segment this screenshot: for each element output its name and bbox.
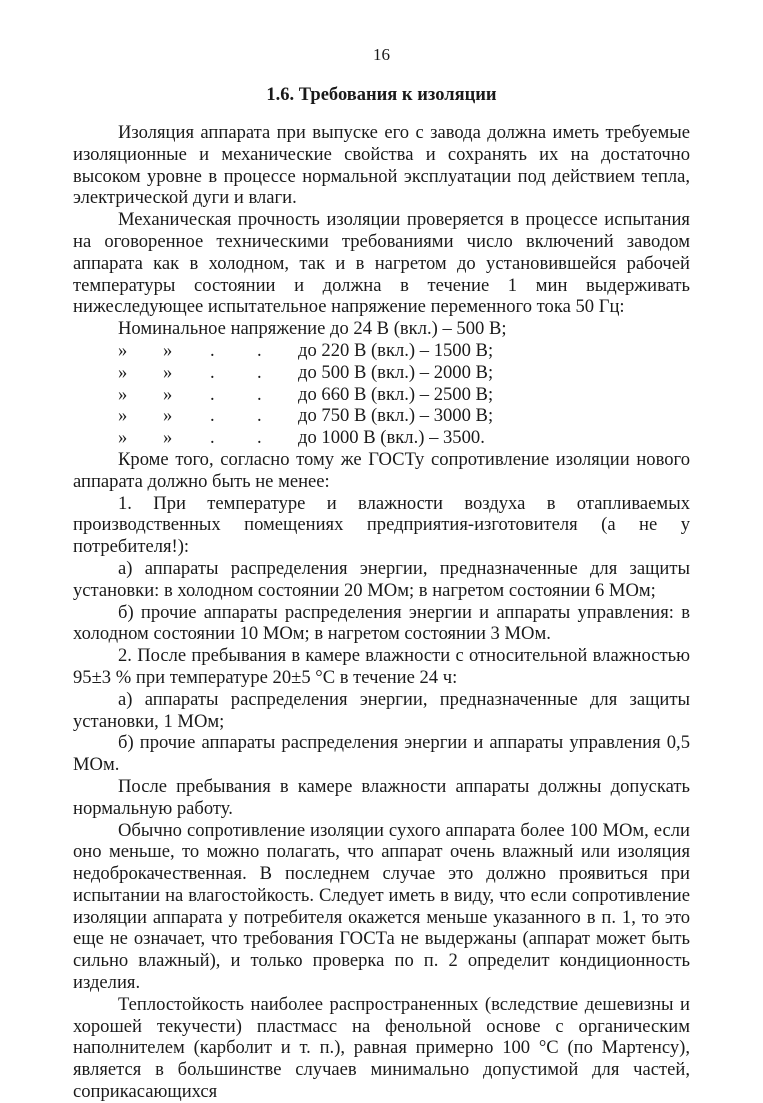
ditto-dot: . — [257, 405, 262, 427]
voltage-value: до 1000 В (вкл.) – 3500. — [298, 427, 485, 449]
ditto-mark: » — [163, 383, 173, 405]
paragraph-dry-resistance: Обычно сопротивление изоляции сухого аппарата более 100 МОм, если оно меньше, то можно полагать, что аппарат очень влажный или изоляция недоброкачественная. В последнем случае это должно проявиться при испытании на влагостойкость. Следует иметь в виду, что если сопротивление изоляции аппарата у потребителя окажется меньше указанного в п. 1, то это еще не означает, что требования ГОСТа не выдержаны (аппарат может быть сильно влажный), и только проверка по п. 2 определит кондиционность изделия. — [73, 819, 690, 994]
document-body — [73, 122, 690, 1103]
ditto-dot: . — [257, 383, 262, 405]
ditto-mark: » — [118, 339, 128, 361]
voltage-list-item — [73, 384, 690, 406]
ditto-mark: » — [163, 361, 173, 383]
voltage-value: до 500 В (вкл.) – 2000 В; — [298, 361, 494, 383]
ditto-mark: » — [118, 361, 128, 383]
ditto-dot: . — [210, 427, 215, 449]
ditto-dot: . — [210, 339, 215, 361]
paragraph-humidity-normal-work: После пребывания в камере влажности аппараты должны допускать нормальную работу. — [73, 775, 690, 819]
paragraph-gost-resistance: Кроме того, согласно тому же ГОСТу сопротивление изоляции нового аппарата должно быть не менее: — [73, 448, 690, 492]
paragraph-condition-2b: б) прочие аппараты распределения энергии и аппараты управления 0,5 МОм. — [73, 732, 690, 776]
paragraph-condition-2: 2. После пребывания в камере влажности с относительной влажностью 95±3 % при температуре 20±5 °С в течение 24 ч: — [73, 645, 690, 688]
ditto-dot: . — [210, 383, 215, 405]
ditto-mark: » — [163, 427, 173, 449]
voltage-value: до 750 В (вкл.) – 3000 В; — [298, 405, 494, 427]
paragraph-condition-1: 1. При температуре и влажности воздуха в отапливаемых производственных помещениях предприятия-изготовителя (а не у потребителя!): — [73, 492, 690, 558]
paragraph-heat-resistance: Теплостойкость наиболее распространенных (вследствие дешевизны и хорошей текучести) пластмасс на фенольной основе с органическим наполнителем (карболит и т. п.), равная примерно 100 °С (по Мартенсу), является в большинстве случаев минимально допустимой для частей, соприкасающихся — [73, 993, 690, 1103]
ditto-dot: . — [257, 427, 262, 449]
ditto-dot: . — [257, 361, 262, 383]
voltage-list-item — [73, 362, 690, 384]
paragraph-insulation-intro: Изоляция аппарата при выпуске его с завода должна иметь требуемые изоляционные и механические свойства и сохранять их на достаточно высоком уровне в процессе нормальной эксплуатации под действием тепла, электрической дуги и влаги. — [73, 122, 690, 209]
ditto-mark: » — [163, 339, 173, 361]
voltage-value: до 660 В (вкл.) – 2500 В; — [298, 383, 494, 405]
ditto-mark: » — [163, 405, 173, 427]
voltage-value: до 220 В (вкл.) – 1500 В; — [298, 339, 494, 361]
paragraph-condition-2a: а) аппараты распределения энергии, предназначенные для защиты установки, 1 МОм; — [73, 688, 690, 732]
ditto-mark: » — [118, 383, 128, 405]
ditto-dot: . — [257, 339, 262, 361]
paragraph-condition-1a: а) аппараты распределения энергии, предназначенные для защиты установки: в холодном состоянии 20 МОм; в нагретом состоянии 6 МОм; — [73, 557, 690, 601]
voltage-list-item — [73, 427, 690, 449]
section-heading: 1.6. Требования к изоляции — [266, 85, 497, 105]
ditto-mark: » — [118, 427, 128, 449]
voltage-list-item — [73, 340, 690, 362]
ditto-mark: » — [118, 405, 128, 427]
paragraph-condition-1b: б) прочие аппараты распределения энергии и аппараты управления: в холодном состоянии 10 МОм; в нагретом состоянии 3 МОм. — [73, 601, 690, 645]
voltage-list-nominal: Номинальное напряжение до 24 В (вкл.) – 500 В; — [118, 318, 507, 340]
paragraph-mechanical-strength: Механическая прочность изоляции проверяется в процессе испытания на оговоренное техническими требованиями число включений заводом аппарата как в холодном, так и в нагретом до установившейся рабочей температуры состоянии и должна в течение 1 мин выдерживать нижеследующее испытательное напряжение переменного тока 50 Гц: — [73, 209, 690, 318]
ditto-dot: . — [210, 361, 215, 383]
voltage-list-item — [73, 405, 690, 427]
ditto-dot: . — [210, 405, 215, 427]
page-number: 16 — [373, 45, 390, 64]
